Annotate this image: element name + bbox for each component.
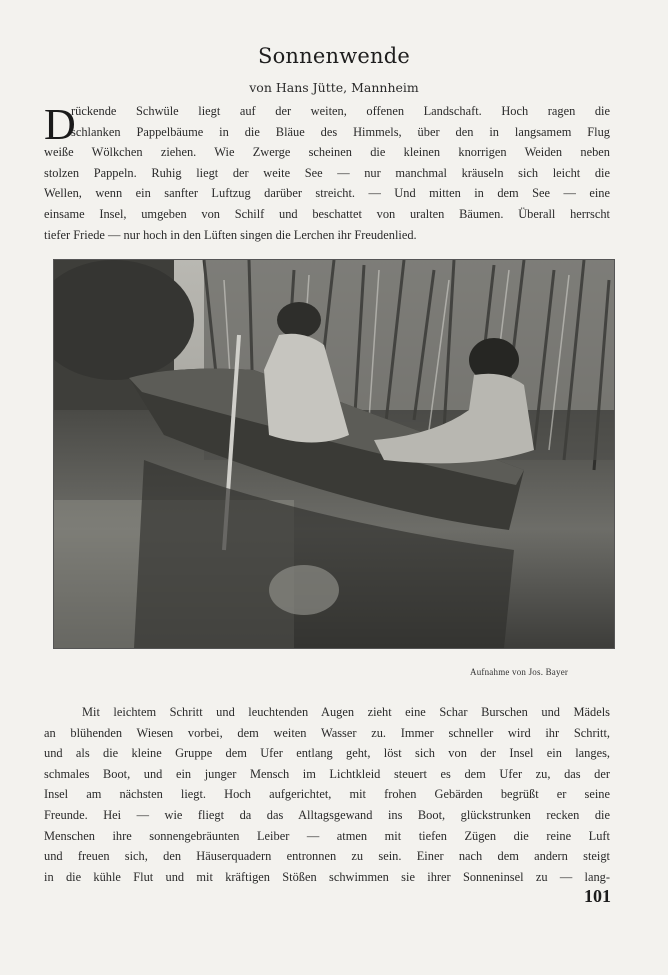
drop-cap: D: [44, 100, 76, 149]
paragraph-line: und als die kleine Gruppe dem Ufer entlang geht, löst sich von der Insel ein langes,: [44, 746, 610, 761]
article-title: Sonnenwende: [257, 44, 411, 68]
paragraph-line: einsame Insel, umgeben von Schilf und beschattet von uralten Bäumen. Überall herrscht: [44, 206, 610, 221]
paragraph-line: Mit leichtem Schritt und leuchtenden Augen zieht eine Schar Burschen und Mädels: [82, 705, 610, 719]
paragraph-line: tiefer Friede — nur hoch in den Lüften singen die Lerchen ihr Freudenlied.: [44, 227, 417, 242]
paragraph-line: Freunde. Hei — wie fliegt da das Alltagsgewand ins Boot, glückstrunken recken die: [44, 807, 610, 822]
article-byline: von Hans Jütte, Mannheim: [249, 80, 419, 95]
paragraph-line: und freuen sich, den Häuserquadern entronnen zu sein. Einer nach dem andern steigt: [44, 849, 610, 864]
paragraph-line: Insel am nächsten liegt. Hoch aufgerichtet, mit frohen Gebärden begrüßt er seine: [44, 787, 610, 802]
paragraph-line: in die kühle Flut und mit kräftigen Stößen schwimmen sie ihrer Sonneninsel zu — lang-: [44, 869, 610, 884]
intro-paragraph: [44, 101, 610, 245]
paragraph-line: Menschen ihre sonnengebräunten Leiber — atmen mit tiefen Zügen die reine Luft: [44, 828, 610, 843]
paragraph-line: rückende Schwüle liegt auf der weiten, offenen Landschaft. Hoch ragen die: [71, 104, 610, 118]
photo-caption: Aufnahme von Jos. Bayer: [470, 667, 569, 677]
page-number: 101: [584, 886, 611, 906]
paragraph-line: stolzen Pappeln. Ruhig liegt der weite See — nur manchmal kräuseln sich leicht die: [44, 165, 610, 180]
paragraph-line: schlanken Pappelbäume in die Bläue des Himmels, über den in langsamem Flug: [71, 124, 610, 139]
boat-photograph: [53, 259, 615, 649]
paragraph-line: an blühenden Wiesen vorbei, dem weiten Wasser zu. Immer schneller wird ihr Schritt,: [44, 725, 610, 740]
paragraph-line: Wellen, wenn ein sanfter Luftzug darüber streicht. — Und mitten in dem See — eine: [44, 186, 610, 201]
body-paragraph: [44, 702, 610, 887]
photo-illustration: [54, 260, 614, 648]
paragraph-line: weiße Wölkchen ziehen. Wie Zwerge scheinen die kleinen knorrigen Weiden neben: [44, 145, 610, 160]
paragraph-line: schmales Boot, und ein junger Mensch im Lichtkleid steuert es dem Ufer zu, das der: [44, 766, 610, 781]
